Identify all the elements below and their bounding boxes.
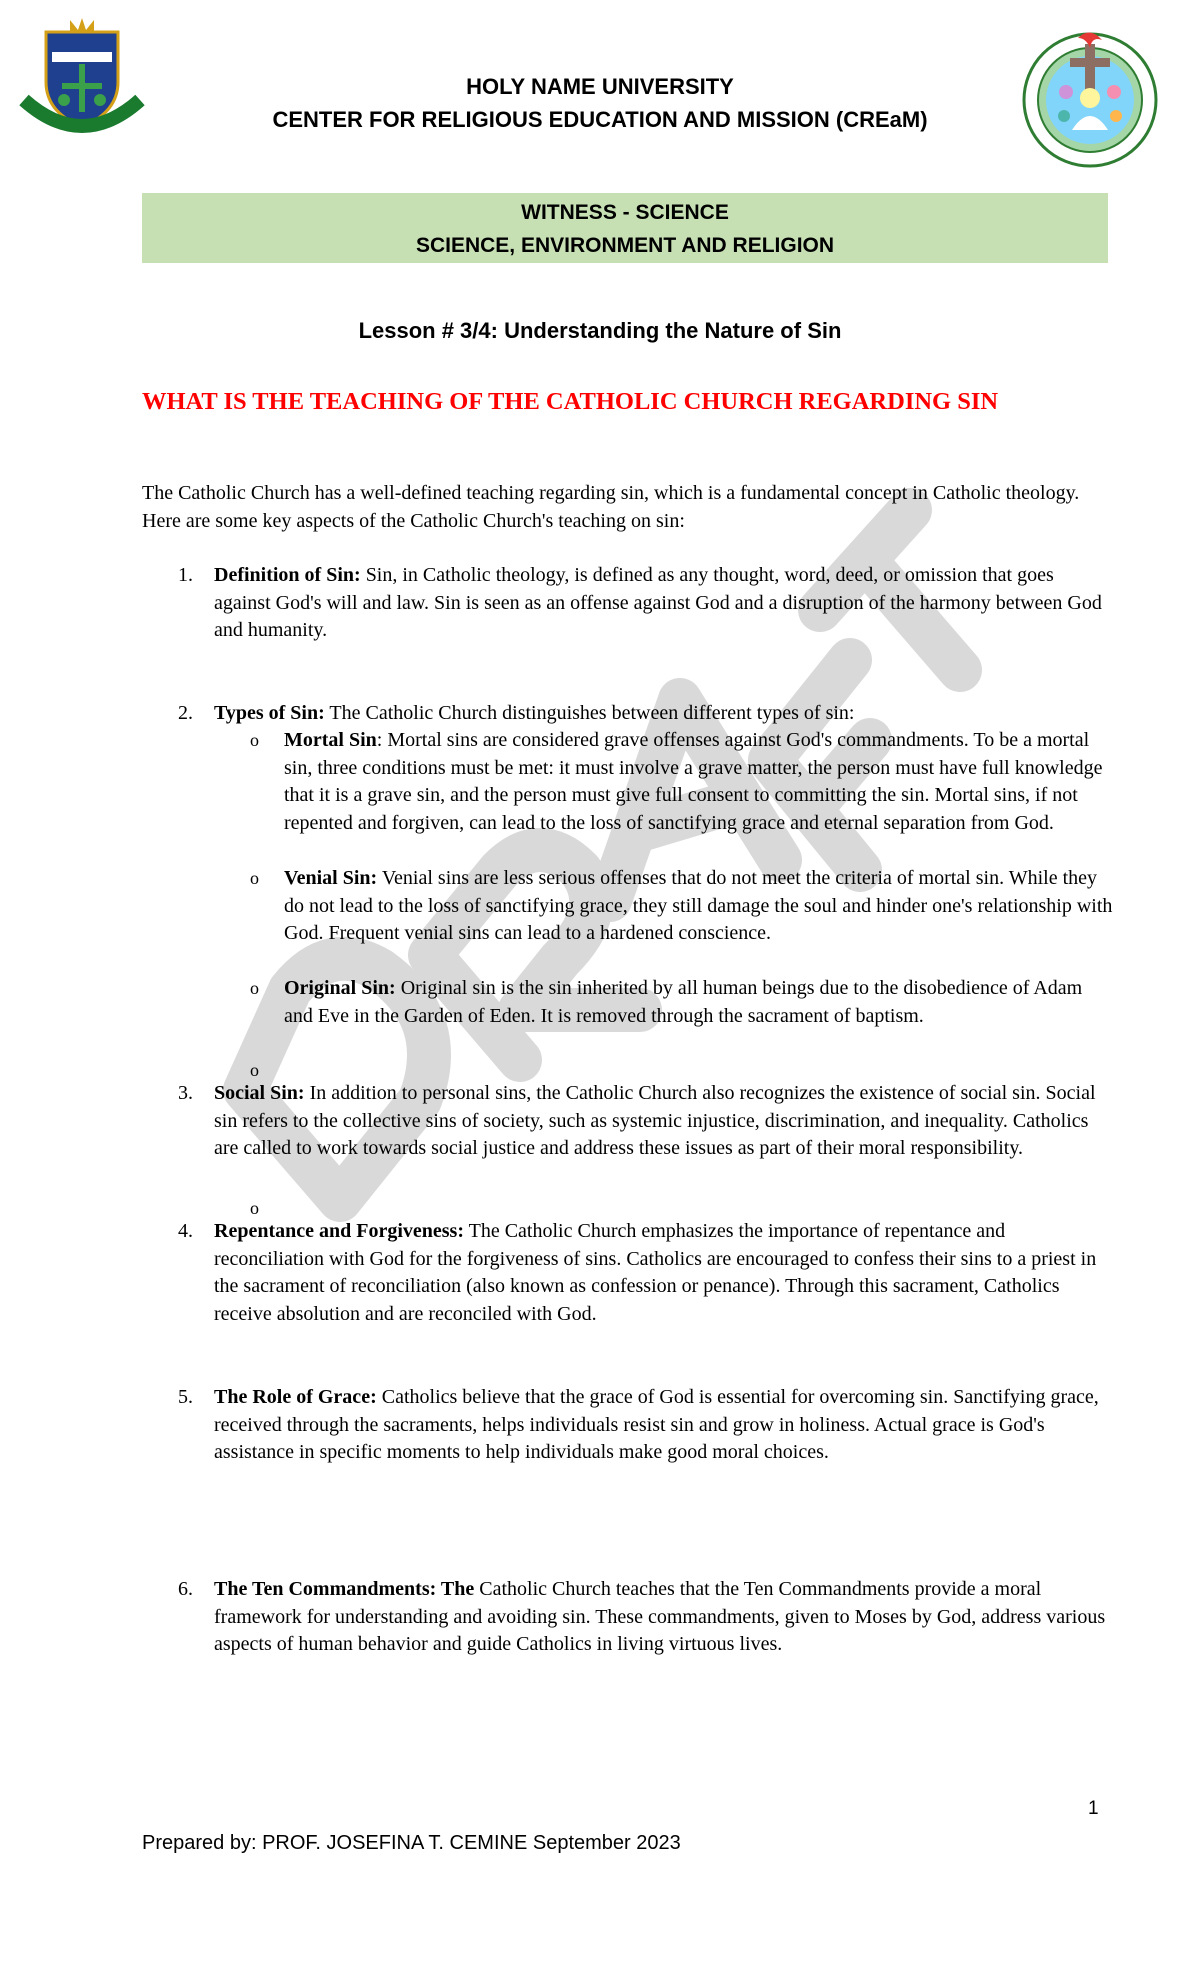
list-item-text: The Catholic Church emphasizes the importance of repentance and reconciliation with God for the forgiveness of sins. Catholics are encouraged to confess their sins to a priest in the sacrament of reconciliation (also known as confession or penance). Through this sacrament, Catholics receive absolution and are reconciled with God. bbox=[214, 1220, 1097, 1325]
list-item-number: 5. bbox=[178, 1386, 193, 1408]
bullet-icon: o bbox=[250, 868, 259, 888]
course-title-band bbox=[142, 193, 1108, 263]
list-item-text: Sin, in Catholic theology, is defined as any thought, word, deed, or omission that goes against God's will and law. Sin is seen as an offense against God and a disruption of the harmony between God and humanity. bbox=[214, 564, 1102, 641]
center-name: CENTER FOR RELIGIOUS EDUCATION AND MISSION (CREaM) bbox=[272, 107, 928, 132]
sub-item-title: Venial Sin: bbox=[284, 867, 378, 889]
footer-prepared-by: Prepared by: PROF. JOSEFINA T. CEMINE September 2023 bbox=[142, 1832, 681, 1854]
intro-paragraph: The Catholic Church has a well-defined teaching regarding sin, which is a fundamental concept in Catholic theology. Here are some key aspects of the Catholic Church's teaching on sin: bbox=[142, 482, 1080, 532]
page-number: 1 bbox=[1088, 1798, 1099, 1819]
bullet-icon: o bbox=[250, 730, 259, 750]
list-item-title: The Role of Grace: bbox=[214, 1386, 377, 1408]
list-item-number: 1. bbox=[178, 564, 193, 586]
list-item-text: In addition to personal sins, the Catholic Church also recognizes the existence of social sin. Social sin refers to the collective sins of society, such as systemic injustice, discrimination, and inequality. Catholics are called to work towards social justice and address these issues as part of their moral responsibility. bbox=[214, 1082, 1096, 1159]
sub-item-title: Original Sin: bbox=[284, 977, 396, 999]
list-item-title: Types of Sin: bbox=[214, 702, 325, 724]
empty-bullet-icon: o bbox=[250, 1060, 259, 1080]
cream-emblem-logo bbox=[1020, 30, 1160, 170]
lesson-title: Lesson # 3/4: Understanding the Nature of Sin bbox=[358, 318, 842, 343]
list-item-text: Catholic Church teaches that the Ten Commandments provide a moral framework for understanding and avoiding sin. These commandments, given to Moses by God, address various aspects of human behavior and guide Catholics in living virtuous lives. bbox=[214, 1578, 1106, 1655]
sub-list-item bbox=[142, 865, 1114, 948]
course-title-line2: SCIENCE, ENVIRONMENT AND RELIGION bbox=[415, 234, 835, 257]
list-item-number: 4. bbox=[178, 1220, 193, 1242]
list-item-number: 3. bbox=[178, 1082, 193, 1104]
course-title-line1: WITNESS - SCIENCE bbox=[521, 201, 729, 224]
sub-item-text: : Mortal sins are considered grave offenses against God's commandments. To be a mortal sin, three conditions must be met: it must involve a grave matter, the person must have full knowledge that it is a grave sin, and the person must give full consent to committing the sin. Mortal sins, if not repented and forgiven, can lead to the loss of sanctifying grace and eternal separation from God. bbox=[284, 729, 1103, 834]
list-item bbox=[142, 562, 1114, 645]
list-item-number: 6. bbox=[178, 1578, 193, 1600]
sub-list-item bbox=[142, 727, 1114, 837]
sub-item-title: Mortal Sin bbox=[284, 729, 377, 751]
list-item-title: Social Sin: bbox=[214, 1082, 305, 1104]
sub-item-text: Original sin is the sin inherited by all human beings due to the disobedience of Adam and Eve in the Garden of Eden. It is removed through the sacrament of baptism. bbox=[284, 977, 1083, 1027]
list-item-title: Definition of Sin: bbox=[214, 564, 361, 586]
sub-list-item bbox=[142, 975, 1114, 1030]
empty-bullet-icon: o bbox=[250, 1198, 259, 1218]
section-heading: WHAT IS THE TEACHING OF THE CATHOLIC CHURCH REGARDING SIN bbox=[142, 388, 999, 415]
list-item bbox=[142, 1384, 1114, 1467]
list-item bbox=[142, 1218, 1114, 1328]
list-item-title: Repentance and Forgiveness: bbox=[214, 1220, 464, 1242]
list-item bbox=[142, 1080, 1114, 1163]
list-item-text: The Catholic Church distinguishes between different types of sin: bbox=[324, 702, 855, 724]
sub-item-text: Venial sins are less serious offenses that do not meet the criteria of mortal sin. While they do not lead to the loss of sanctifying grace, they still damage the soul and hinder one's relationship with God. Frequent venial sins can lead to a hardened conscience. bbox=[284, 867, 1113, 944]
bullet-icon: o bbox=[250, 978, 259, 998]
list-item bbox=[142, 700, 1114, 728]
list-item-title: The Ten Commandments: The bbox=[214, 1578, 475, 1600]
list-item-number: 2. bbox=[178, 702, 193, 724]
university-name: HOLY NAME UNIVERSITY bbox=[466, 74, 734, 99]
list-item-text: Catholics believe that the grace of God is essential for overcoming sin. Sanctifying grace, received through the sacraments, helps individuals resist sin and grow in holiness. Actual grace is God's assistance in specific moments to help individuals make good moral choices. bbox=[214, 1386, 1099, 1463]
list-item bbox=[142, 1576, 1114, 1659]
